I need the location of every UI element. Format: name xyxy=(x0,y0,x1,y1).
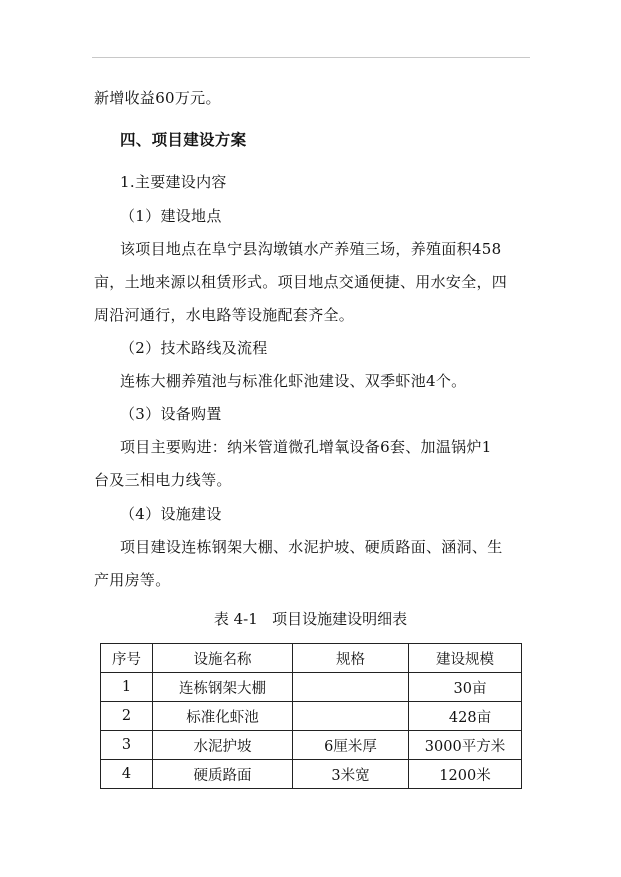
table-row xyxy=(101,760,522,789)
cell-scale: 1200米 xyxy=(409,760,522,789)
item-equipment-heading: （3）设备购置 xyxy=(120,405,222,423)
paragraph-revenue: 新增收益60万元。 xyxy=(94,89,221,107)
cell-facility-name: 连栋钢架大棚 xyxy=(153,673,293,702)
cell-scale: 3000平方米 xyxy=(409,731,522,760)
table-caption: 表 4-1 项目设施建设明细表 xyxy=(213,610,408,628)
cell-facility-name: 水泥护坡 xyxy=(153,731,293,760)
cell-index: 2 xyxy=(101,702,153,731)
section-heading-construction-plan: 四、项目建设方案 xyxy=(120,131,247,149)
item-facilities-heading: （4）设施建设 xyxy=(120,505,222,523)
page-header-rule xyxy=(92,57,530,58)
paragraph-facilities-line-1: 项目建设连栋钢架大棚、水泥护坡、硬质路面、涵洞、生 xyxy=(120,538,503,556)
paragraph-location-line-1: 该项目地点在阜宁县沟墩镇水产养殖三场，养殖面积458 xyxy=(120,240,502,258)
paragraph-location-line-3: 周沿河通行，水电路等设施配套齐全。 xyxy=(94,306,355,324)
paragraph-equipment-line-2: 台及三相电力线等。 xyxy=(94,471,232,489)
cell-index: 3 xyxy=(101,731,153,760)
table-row xyxy=(101,702,522,731)
cell-facility-name: 标准化虾池 xyxy=(153,702,293,731)
cell-facility-name: 硬质路面 xyxy=(153,760,293,789)
paragraph-equipment-line-1: 项目主要购进：纳米管道微孔增氧设备6套、加温锅炉1 xyxy=(120,438,492,456)
column-header-facility-name: 设施名称 xyxy=(153,644,293,673)
cell-specification: 6厘米厚 xyxy=(293,731,409,760)
cell-specification: 3米宽 xyxy=(293,760,409,789)
subsection-main-content: 1.主要建设内容 xyxy=(120,173,227,191)
cell-specification xyxy=(293,702,409,731)
cell-index: 1 xyxy=(101,673,153,702)
paragraph-technical-route: 连栋大棚养殖池与标准化虾池建设、双季虾池4个。 xyxy=(120,372,467,390)
table-header-row xyxy=(101,644,522,673)
paragraph-location-line-2: 亩，土地来源以租赁形式。项目地点交通便捷、用水安全，四 xyxy=(94,273,508,291)
cell-index: 4 xyxy=(101,760,153,789)
cell-specification xyxy=(293,673,409,702)
cell-scale: 428亩 xyxy=(409,702,522,731)
column-header-index: 序号 xyxy=(101,644,153,673)
table-row xyxy=(101,673,522,702)
column-header-specification: 规格 xyxy=(293,644,409,673)
facilities-table xyxy=(100,643,522,789)
column-header-scale: 建设规模 xyxy=(409,644,522,673)
table-row xyxy=(101,731,522,760)
cell-scale: 30亩 xyxy=(409,673,522,702)
item-technical-route-heading: （2）技术路线及流程 xyxy=(120,339,268,357)
item-location-heading: （1）建设地点 xyxy=(120,207,222,225)
paragraph-facilities-line-2: 产用房等。 xyxy=(94,571,171,589)
